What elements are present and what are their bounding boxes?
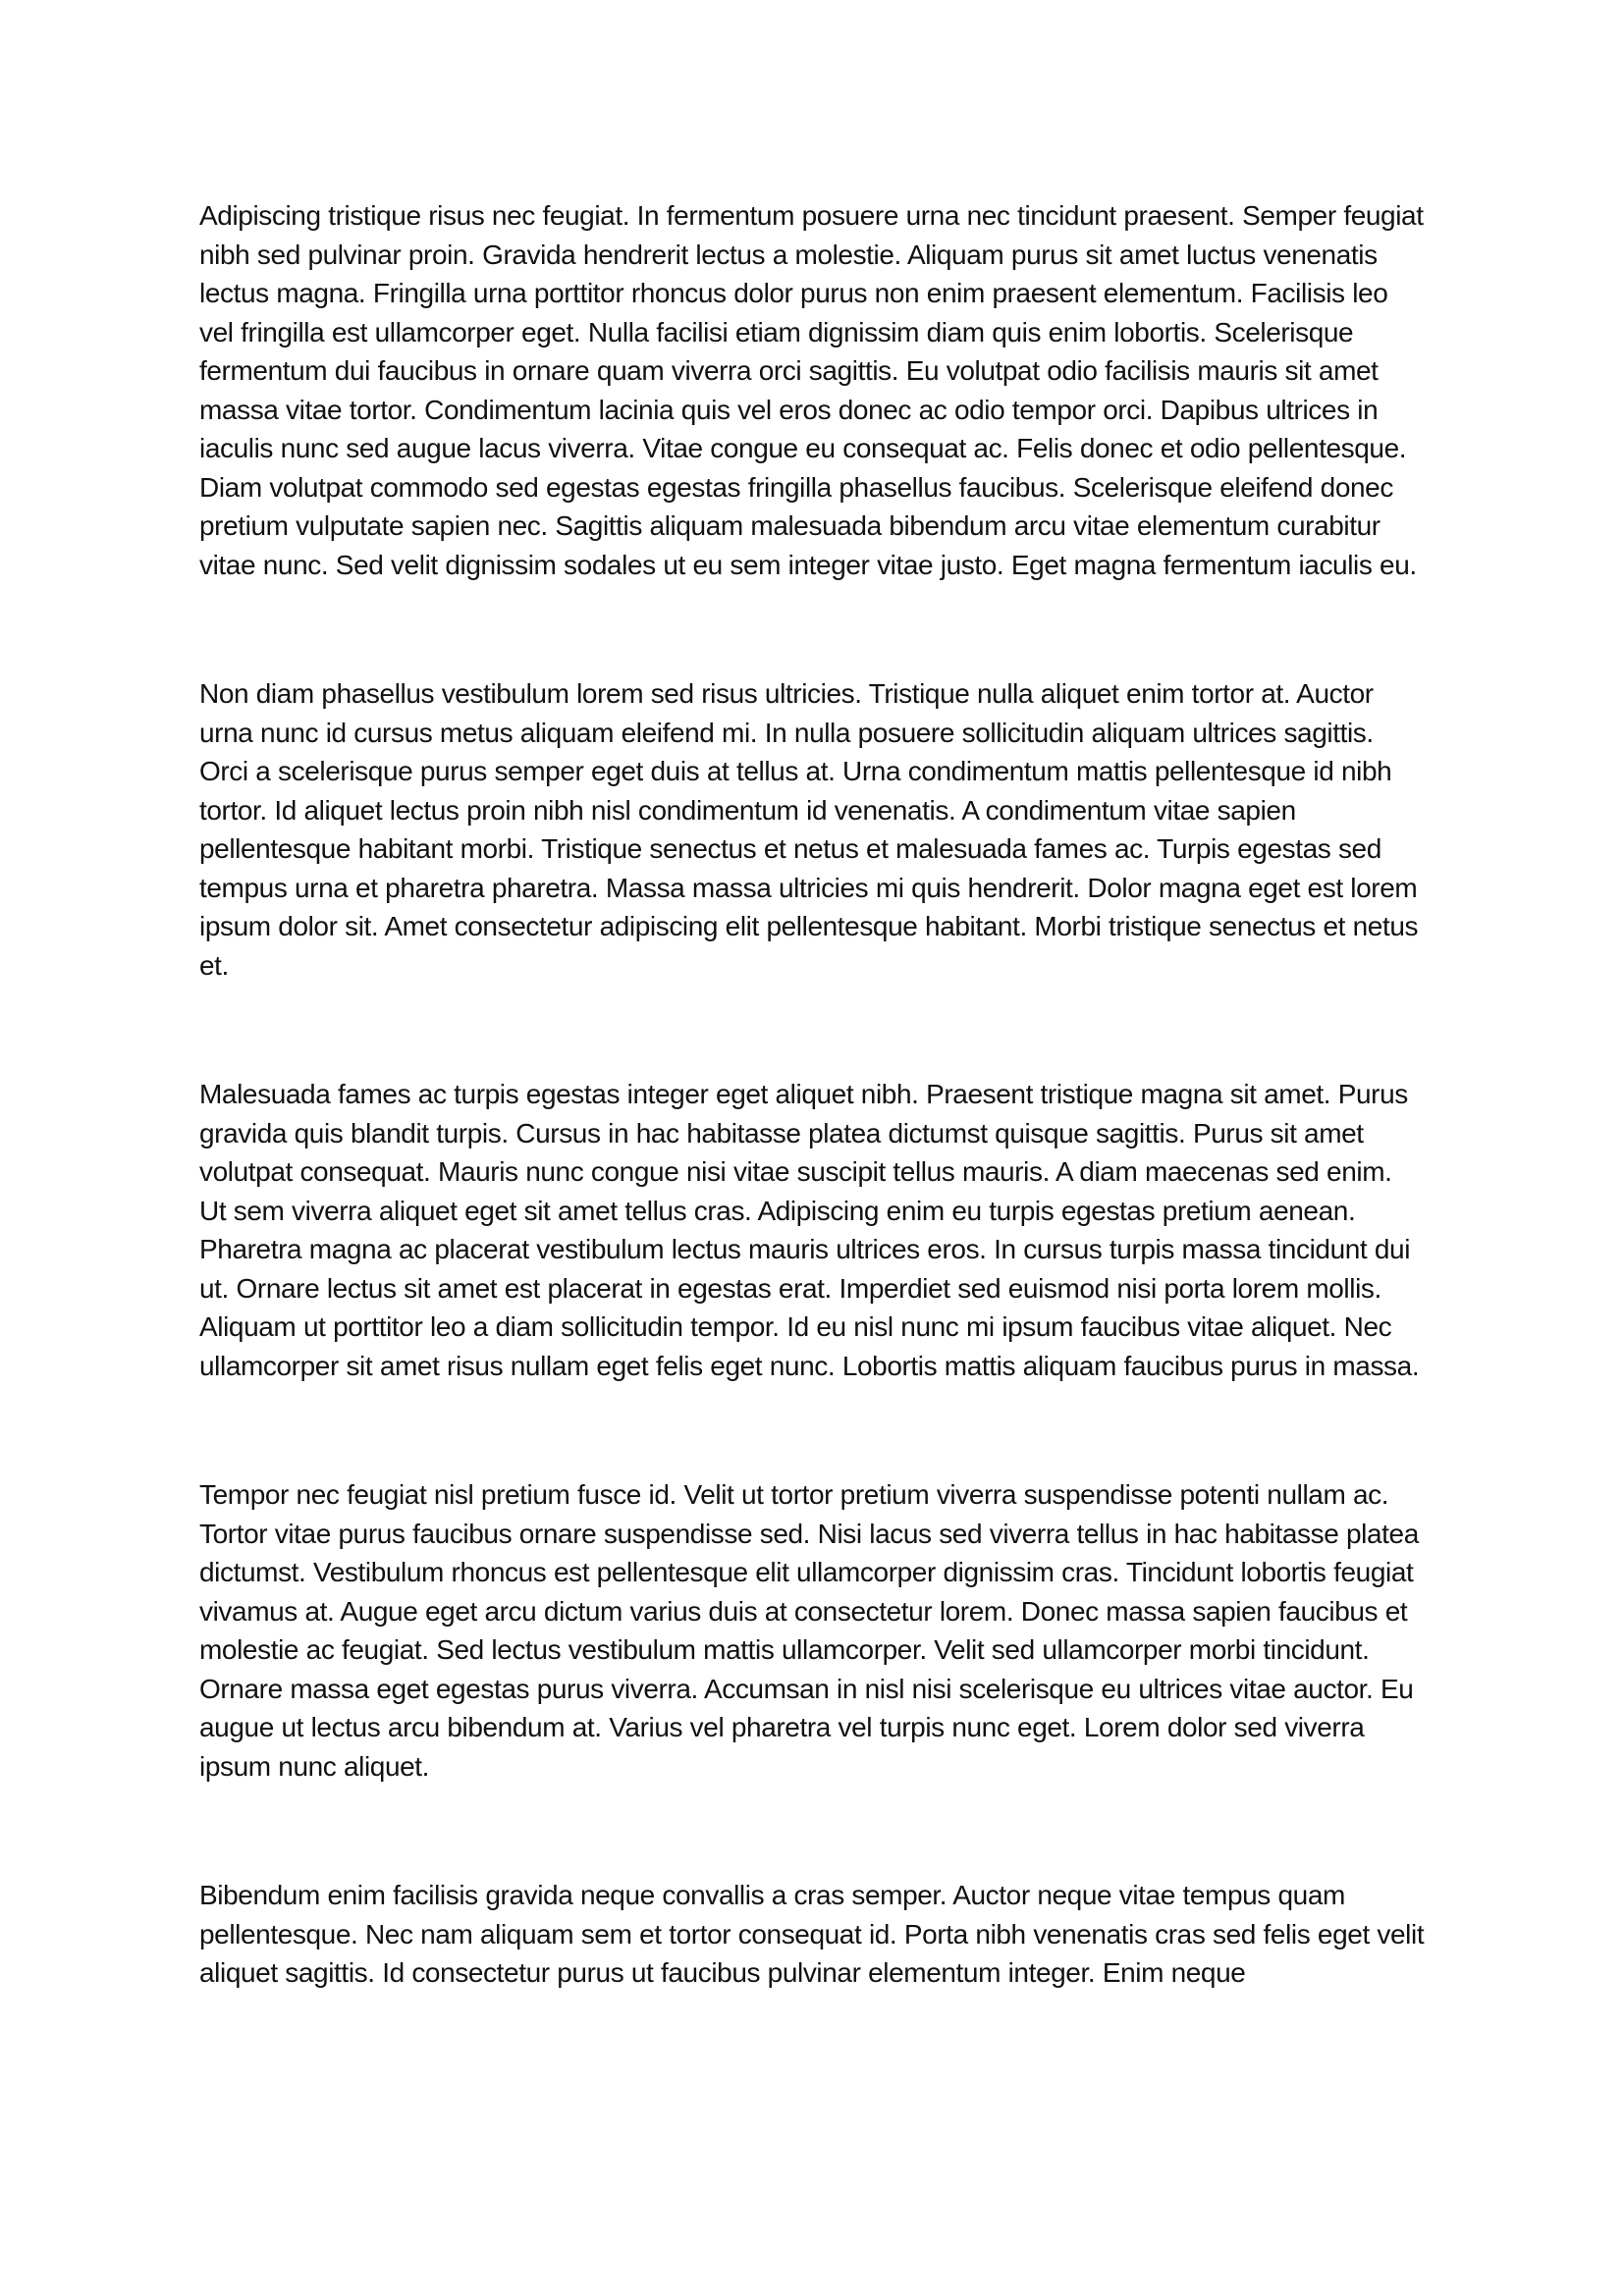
paragraph: Malesuada fames ac turpis egestas integer eget aliquet nibh. Praesent tristique magna sit amet. Purus gravida quis blandit turpis. Cursus in hac habitasse platea dictumst quisque sagittis. Purus sit amet volutpat consequat. Mauris nunc congue nisi vitae suscipit tellus mauris. A diam maecenas sed enim. Ut sem viverra aliquet eget sit amet tellus cras. Adipiscing enim eu turpis egestas pretium aenean. Pharetra magna ac placerat vestibulum lectus mauris ultrices eros. In cursus turpis massa tincidunt dui ut. Ornare lectus sit amet est placerat in egestas erat. Imperdiet sed euismod nisi porta lorem mollis. Aliquam ut porttitor leo a diam sollicitudin tempor. Id eu nisl nunc mi ipsum faucibus vitae aliquet. Nec ullamcorper sit amet risus nullam eget felis eget nunc. Lobortis mattis aliquam faucibus purus in massa. xyxy=(199,1079,1420,1381)
paragraph: Adipiscing tristique risus nec feugiat. In fermentum posuere urna nec tincidunt praesent. Semper feugiat nibh sed pulvinar proin. Gravida hendrerit lectus a molestie. Aliquam purus sit amet luctus venenatis lectus magna. Fringilla urna porttitor rhoncus dolor purus non enim praesent elementum. Facilisis leo vel fringilla est ullamcorper eget. Nulla facilisi etiam dignissim diam quis enim lobortis. Scelerisque fermentum dui faucibus in ornare quam viverra orci sagittis. Eu volutpat odio facilisis mauris sit amet massa vitae tortor. Condimentum lacinia quis vel eros donec ac odio tempor orci. Dapibus ultrices in iaculis nunc sed augue lacus viverra. Vitae congue eu consequat ac. Felis donec et odio pellentesque. Diam volutpat commodo sed egestas egestas fringilla phasellus faucibus. Scelerisque eleifend donec pretium vulputate sapien nec. Sagittis aliquam malesuada bibendum arcu vitae elementum curabitur vitae nunc. Sed velit dignissim sodales ut eu sem integer vitae justo. Eget magna fermentum iaculis eu. xyxy=(199,200,1424,580)
paragraph: Bibendum enim facilisis gravida neque convallis a cras semper. Auctor neque vitae tempus quam pellentesque. Nec nam aliquam sem et tortor consequat id. Porta nibh venenatis cras sed felis eget velit aliquet sagittis. Id consectetur purus ut faucibus pulvinar elementum integer. Enim neque xyxy=(199,1880,1425,1988)
paragraph: Tempor nec feugiat nisl pretium fusce id. Velit ut tortor pretium viverra suspendisse potenti nullam ac. Tortor vitae purus faucibus ornare suspendisse sed. Nisi lacus sed viverra tellus in hac habitasse platea dictumst. Vestibulum rhoncus est pellentesque elit ullamcorper dignissim cras. Tincidunt lobortis feugiat vivamus at. Augue eget arcu dictum varius duis at consectetur lorem. Donec massa sapien faucibus et molestie ac feugiat. Sed lectus vestibulum mattis ullamcorper. Velit sed ullamcorper morbi tincidunt. Ornare massa eget egestas purus viverra. Accumsan in nisl nisi scelerisque eu ultrices vitae auctor. Eu augue ut lectus arcu bibendum at. Varius vel pharetra vel turpis nunc eget. Lorem dolor sed viverra ipsum nunc aliquet. xyxy=(199,1479,1419,1782)
paragraph: Non diam phasellus vestibulum lorem sed risus ultricies. Tristique nulla aliquet enim tortor at. Auctor urna nunc id cursus metus aliquam eleifend mi. In nulla posuere sollicitudin aliquam ultrices sagittis. Orci a scelerisque purus semper eget duis at tellus at. Urna condimentum mattis pellentesque id nibh tortor. Id aliquet lectus proin nibh nisl condimentum id venenatis. A condimentum vitae sapien pellentesque habitant morbi. Tristique senectus et netus et malesuada fames ac. Turpis egestas sed tempus urna et pharetra pharetra. Massa massa ultricies mi quis hendrerit. Dolor magna eget est lorem ipsum dolor sit. Amet consectetur adipiscing elit pellentesque habitant. Morbi tristique senectus et netus et. xyxy=(199,678,1419,981)
